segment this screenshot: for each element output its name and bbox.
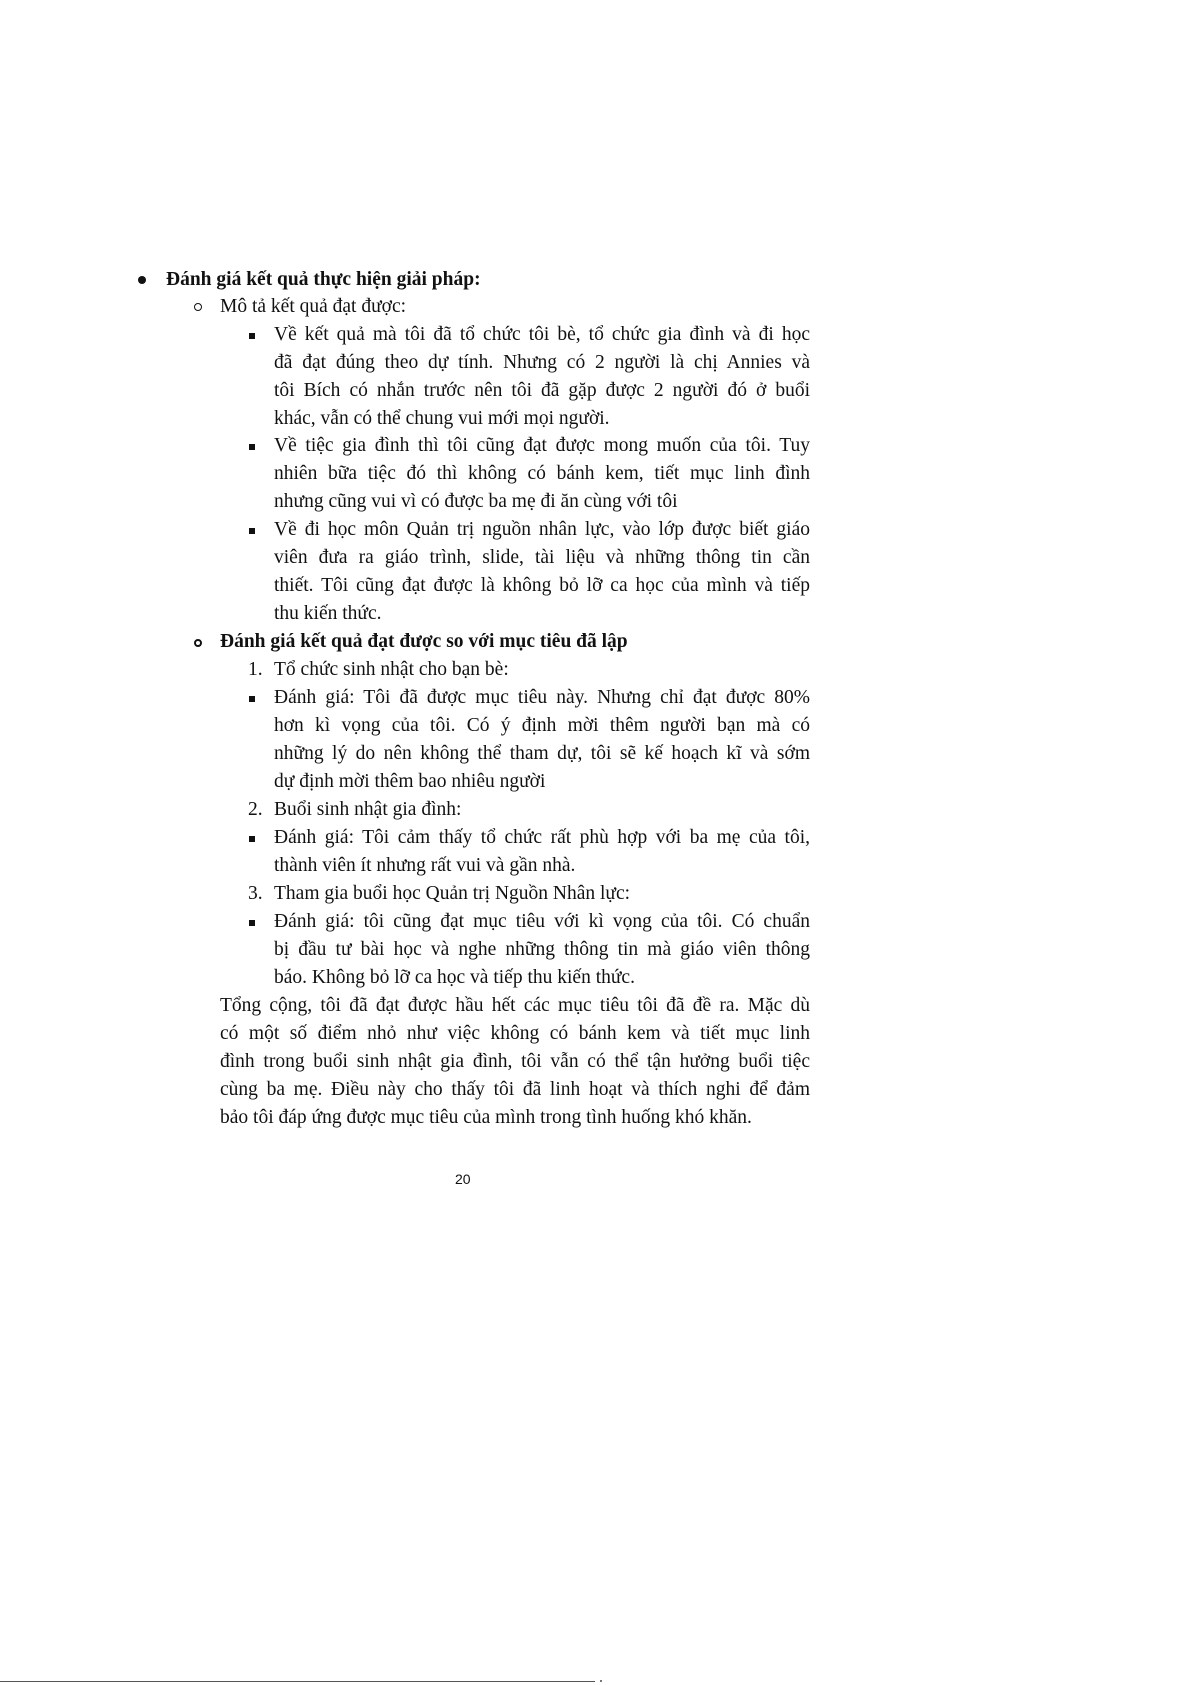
item-3-line-2: viên đưa ra giáo trình, slide, tài liệu và những thông tin cần	[274, 547, 810, 568]
item-1-line-3: tôi Bích có nhắn trước nên tôi đã gặp được 2 người đó ở buổi	[274, 380, 810, 401]
item-3-line-3: thiết. Tôi cũng đạt được là không bỏ lỡ ca học của mình và tiếp	[274, 575, 810, 596]
goal-2-title: Buổi sinh nhật gia đình:	[274, 799, 462, 820]
item-3-line-4: thu kiến thức.	[274, 603, 382, 624]
footer-dot	[600, 1680, 602, 1682]
section-heading: Đánh giá kết quả thực hiện giải pháp:	[166, 269, 481, 290]
square-bullet-icon	[249, 696, 255, 702]
square-bullet-icon	[249, 920, 255, 926]
goal-1-eval-line-1: Đánh giá: Tôi đã được mục tiêu này. Nhưng chỉ đạt được 80%	[274, 687, 810, 708]
goal-1-eval-line-2: hơn kì vọng của tôi. Có ý định mời thêm người bạn mà có	[274, 715, 810, 736]
goal-3-title: Tham gia buổi học Quản trị Nguồn Nhân lực:	[274, 883, 631, 904]
subsection-1-label: Mô tả kết quả đạt được:	[220, 296, 407, 317]
circle-bullet-icon	[194, 303, 202, 311]
goal-1-number: 1.	[248, 659, 263, 680]
item-1-line-2: đã đạt đúng theo dự tính. Nhưng có 2 người là chị Annies và	[274, 352, 810, 373]
goal-1-title: Tổ chức sinh nhật cho bạn bè:	[274, 659, 509, 680]
summary-line-2: có một số điểm nhỏ như việc không có bánh kem và tiết mục linh	[220, 1023, 810, 1044]
item-2-line-1: Về tiệc gia đình thì tôi cũng đạt được mong muốn của tôi. Tuy	[274, 435, 810, 456]
goal-3-eval-line-1: Đánh giá: tôi cũng đạt mục tiêu với kì vọng của tôi. Có chuẩn	[274, 911, 810, 932]
item-1-line-4: khác, vẫn có thể chung vui mới mọi người.	[274, 408, 610, 429]
subsection-2-label: Đánh giá kết quả đạt được so với mục tiêu đã lập	[220, 631, 628, 652]
disc-bullet-icon	[138, 276, 146, 284]
goal-1-eval-line-4: dự định mời thêm bao nhiêu người	[274, 771, 546, 792]
goal-2-eval-line-2: thành viên ít nhưng rất vui và gần nhà.	[274, 855, 576, 876]
goal-1-eval-line-3: những lý do nên không thể tham dự, tôi sẽ kế hoạch kĩ và sớm	[274, 743, 810, 764]
goal-2-number: 2.	[248, 799, 263, 820]
goal-3-number: 3.	[248, 883, 263, 904]
item-3-line-1: Về đi học môn Quản trị nguồn nhân lực, vào lớp được biết giáo	[274, 519, 810, 540]
item-1-line-1: Về kết quả mà tôi đã tổ chức tôi bè, tổ chức gia đình và đi học	[274, 324, 810, 345]
square-bullet-icon	[249, 528, 255, 534]
item-2-line-3: nhưng cũng vui vì có được ba mẹ đi ăn cùng với tôi	[274, 491, 678, 512]
square-bullet-icon	[249, 444, 255, 450]
goal-3-eval-line-3: báo. Không bỏ lỡ ca học và tiếp thu kiến thức.	[274, 967, 635, 988]
goal-3-eval-line-2: bị đầu tư bài học và nghe những thông tin mà giáo viên thông	[274, 939, 810, 960]
square-bullet-icon	[249, 333, 255, 339]
page-number: 20	[455, 1171, 471, 1187]
summary-line-3: đình trong buổi sinh nhật gia đình, tôi vẫn có thể tận hưởng buổi tiệc	[220, 1051, 810, 1072]
summary-line-4: cùng ba mẹ. Điều này cho thấy tôi đã linh hoạt và thích nghi để đảm	[220, 1079, 810, 1100]
item-2-line-2: nhiên bữa tiệc đó thì không có bánh kem, tiết mục linh đình	[274, 463, 810, 484]
square-bullet-icon	[249, 836, 255, 842]
goal-2-eval-line-1: Đánh giá: Tôi cảm thấy tổ chức rất phù hợp với ba mẹ của tôi,	[274, 827, 810, 848]
summary-line-1: Tổng cộng, tôi đã đạt được hầu hết các mục tiêu tôi đã đề ra. Mặc dù	[220, 995, 810, 1016]
summary-line-5: bảo tôi đáp ứng được mục tiêu của mình trong tình huống khó khăn.	[220, 1107, 752, 1128]
circle-bullet-icon	[194, 639, 202, 647]
footer-rule	[0, 1681, 595, 1682]
